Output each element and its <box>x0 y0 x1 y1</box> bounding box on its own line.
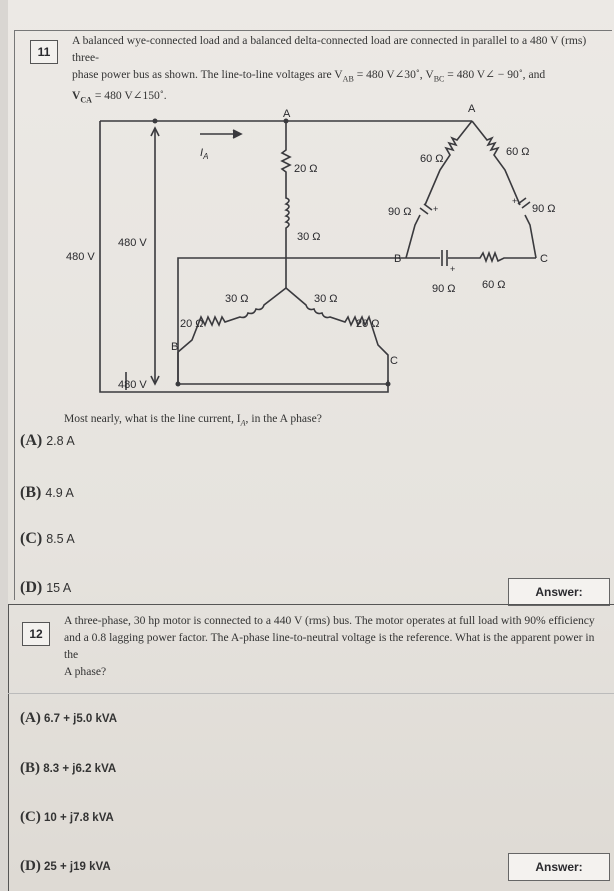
q12-option-b[interactable]: (B) 8.3 + j6.2 kVA <box>20 760 117 776</box>
current-label: $I_A$ <box>200 147 209 161</box>
bus-left-vertical <box>100 121 388 392</box>
wye-resistor-left-label: 20 Ω <box>180 318 204 330</box>
delta-side-ab <box>406 121 472 258</box>
delta-resistor-bc-label: 60 Ω <box>482 279 506 291</box>
q12-divider <box>8 693 614 694</box>
q12-prompt-line3: A phase? <box>64 665 107 678</box>
bus-line-c <box>178 380 388 384</box>
q11-prompt-line2: phase power bus as shown. The line-to-line voltages are $V_{AB} = 480$ V∠30˚, $V_{BC} = 480$ V∠ − 90˚, and <box>72 68 546 84</box>
q12-prompt-line1: A three-phase, 30 hp motor is connected to a 440 V (rms) bus. The motor operates at full load with 90% efficiency <box>64 614 595 627</box>
q11-answer-box[interactable]: Answer: <box>508 578 610 606</box>
node-b-delta-label: B <box>394 253 402 265</box>
q11-option-c[interactable]: (C) 8.5 A <box>20 530 75 547</box>
polarity-mark: + <box>512 196 518 206</box>
q12-answer-box[interactable]: Answer: <box>508 853 610 881</box>
q11-prompt-line3: $V_{CA} = 480$ V∠150˚. <box>72 89 167 105</box>
polarity-mark: + <box>433 204 439 214</box>
delta-side-ac <box>472 121 536 258</box>
q12-option-a[interactable]: (A) 6.7 + j5.0 kVA <box>20 710 118 726</box>
wye-resistor-right-label: 20 Ω <box>356 318 380 330</box>
delta-capacitor-ab-label: 90 Ω <box>388 206 412 218</box>
delta-capacitor-bc-label: 90 Ω <box>432 283 456 295</box>
wye-leg-a <box>282 121 290 288</box>
q11-option-b[interactable]: (B) 4.9 A <box>20 484 74 501</box>
delta-resistor-ac-label: 60 Ω <box>506 146 530 158</box>
voltage-label-left: 480 V <box>66 251 95 263</box>
q12-prompt-line2: and a 0.8 lagging power factor. The A-phase line-to-neutral voltage is the reference. What is the apparent power in the <box>64 631 595 661</box>
node-c-delta-label: C <box>540 253 548 265</box>
q12-prompt <box>64 612 609 680</box>
q11-option-d[interactable]: (D) 15 A <box>20 579 72 596</box>
wye-inductor-left-label: 30 Ω <box>225 293 249 305</box>
wye-inductor-top-label: 30 Ω <box>297 231 321 243</box>
node-c-wye-label: C <box>390 355 398 367</box>
voltage-label-mid: 480 V <box>118 237 147 249</box>
delta-side-bc <box>404 253 536 261</box>
delta-resistor-ab-label: 60 Ω <box>420 153 444 165</box>
circuit-diagram <box>0 0 614 420</box>
polarity-mark: + <box>450 264 456 274</box>
question-number-12: 12 <box>22 622 50 646</box>
wye-resistor-top-label: 20 Ω <box>294 163 318 175</box>
delta-capacitor-ac-label: 90 Ω <box>532 203 556 215</box>
q11-option-a[interactable]: (A) 2.8 A <box>20 432 75 449</box>
node-a-wye-label: A <box>283 108 291 120</box>
q12-left-border <box>8 604 9 891</box>
question-number-11: 11 <box>30 40 58 64</box>
node-b-wye-label: B <box>171 341 179 353</box>
q12-top-border <box>8 604 614 605</box>
q11-question: Most nearly, what is the line current, $I_A$, in the A phase? <box>64 412 322 428</box>
node-a-delta-label: A <box>468 103 476 115</box>
wye-inductor-right-label: 30 Ω <box>314 293 338 305</box>
q12-option-c[interactable]: (C) 10 + j7.8 kVA <box>20 809 114 825</box>
voltage-label-bottom: 480 V <box>118 379 147 391</box>
q11-prompt-line1: A balanced wye-connected load and a balanced delta-connected load are connected in parallel to a 480 V (rms) three- <box>72 34 587 64</box>
q12-option-d[interactable]: (D) 25 + j19 kVA <box>20 858 111 874</box>
